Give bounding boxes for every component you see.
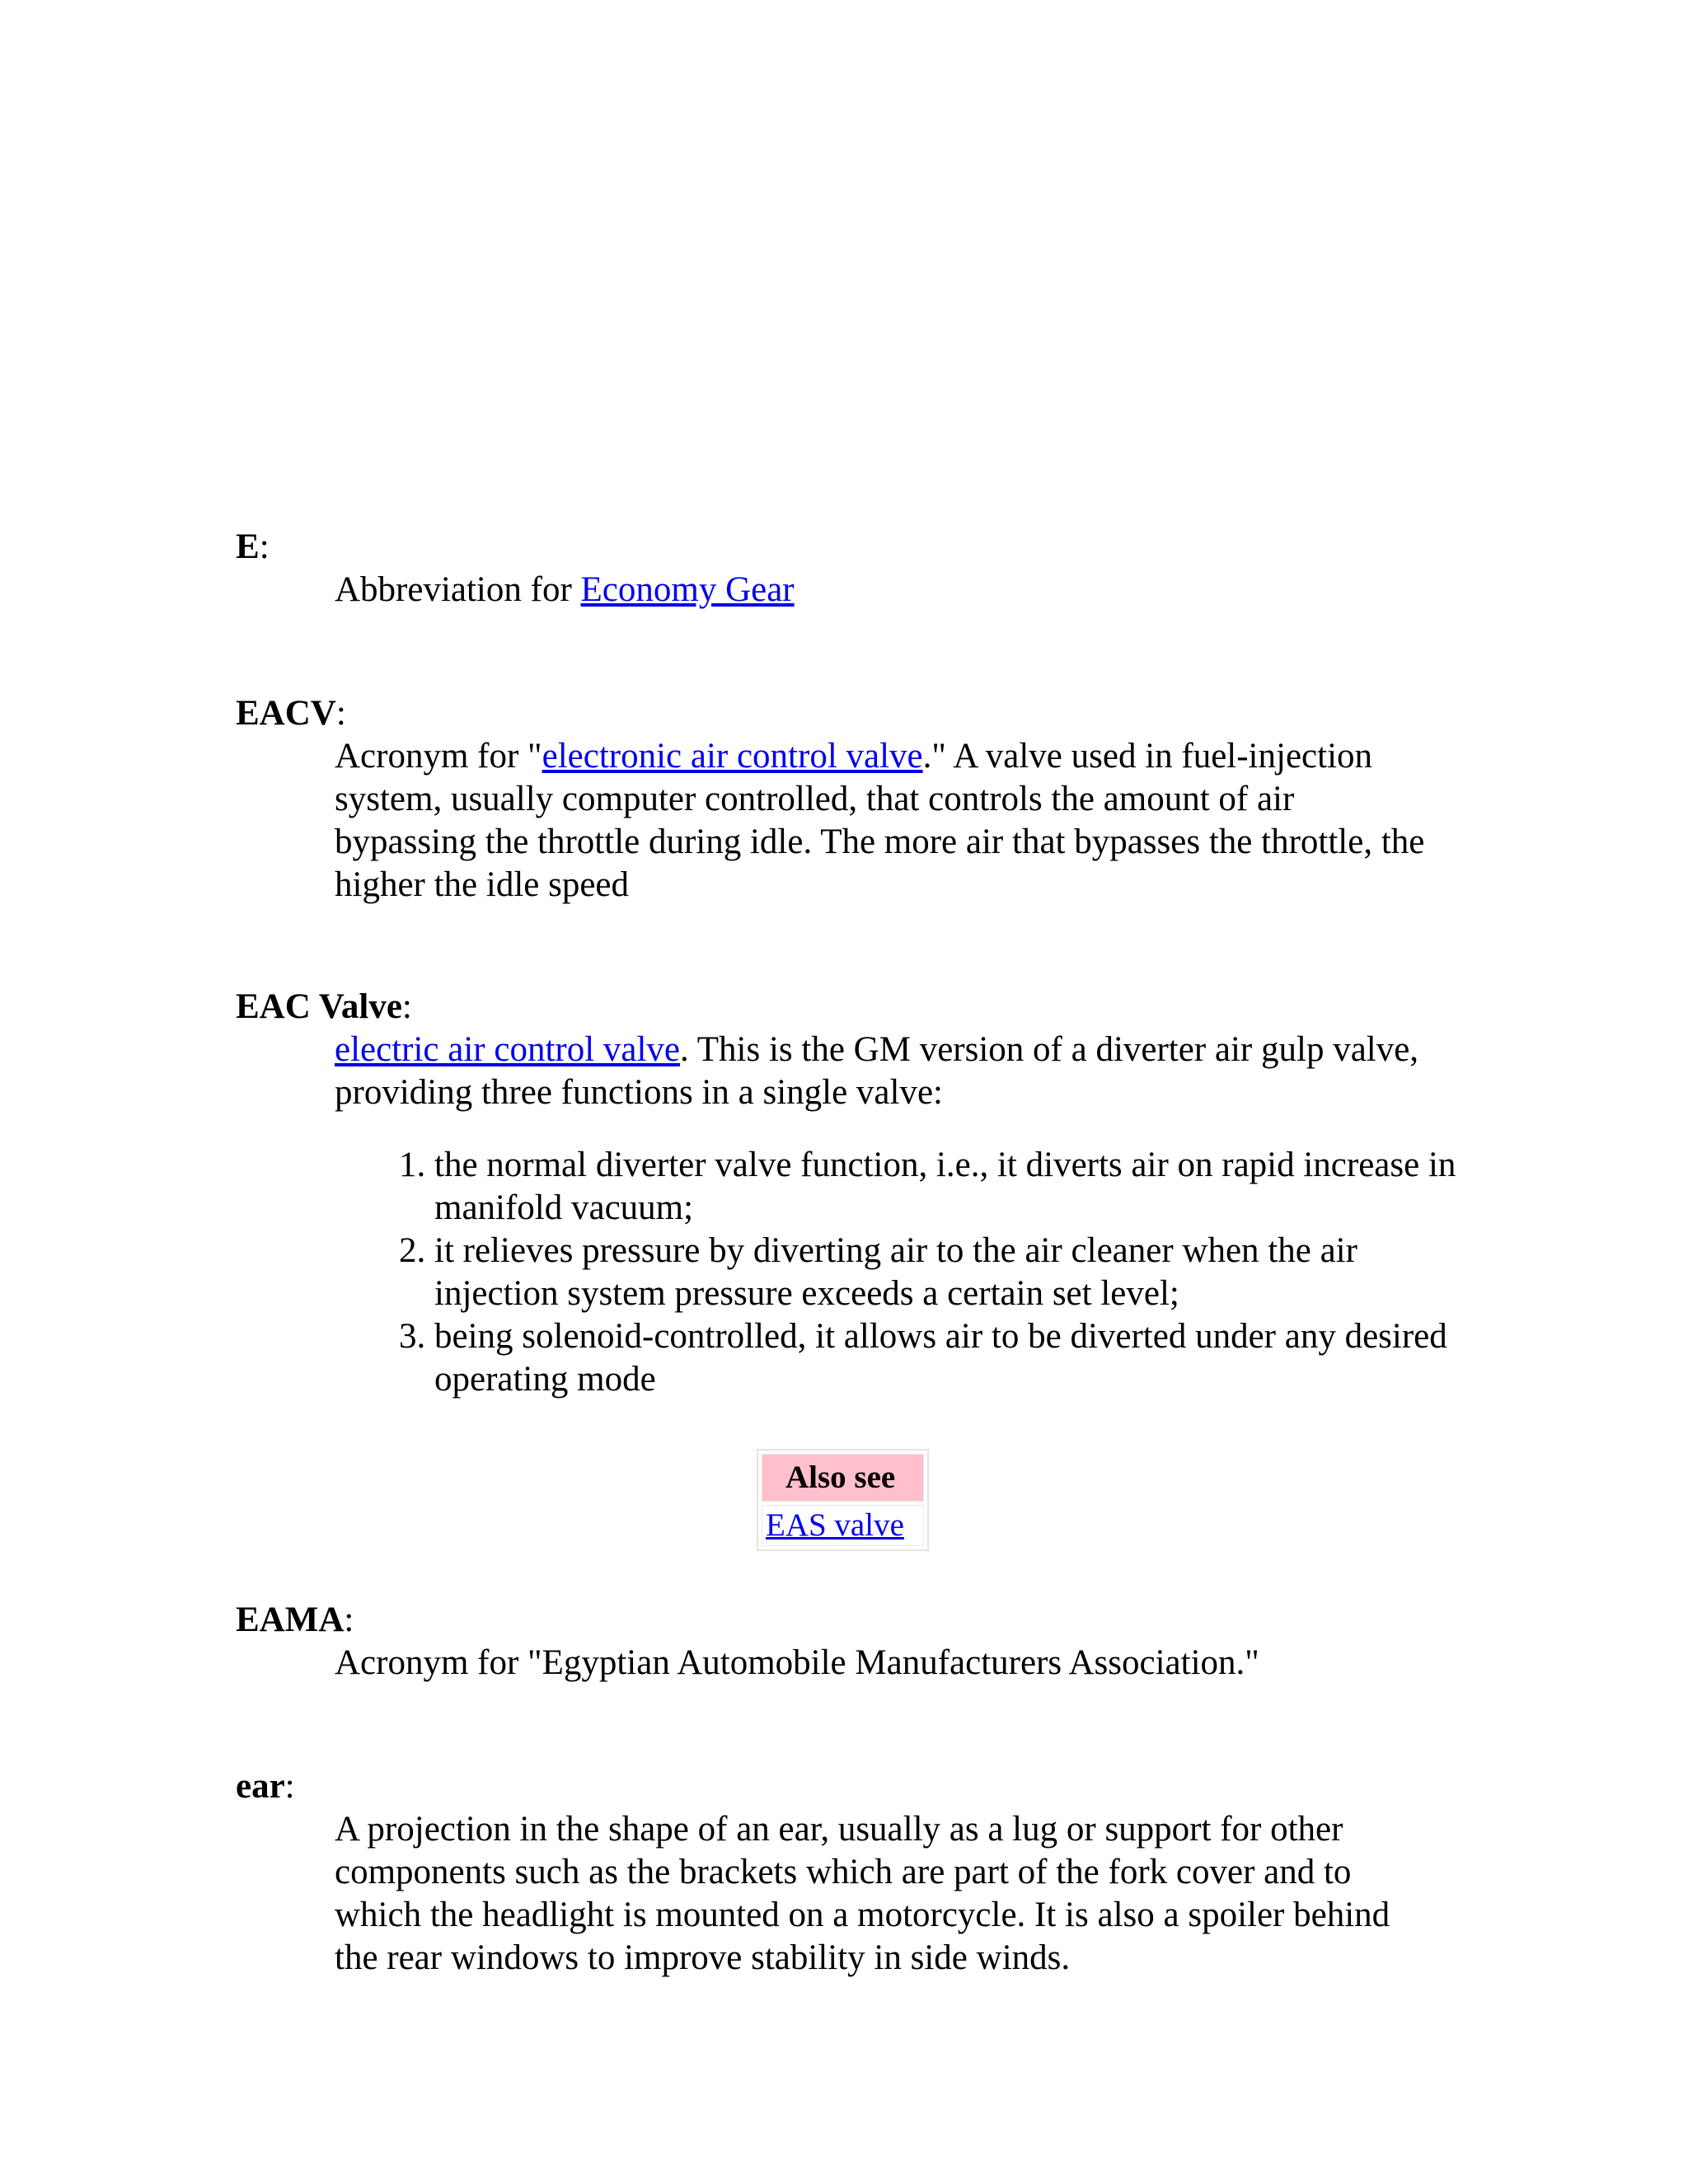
term-definition	[335, 1029, 1439, 1114]
term-colon: :	[401, 987, 412, 1026]
electronic-air-control-valve-link[interactable]: electronic air control valve	[542, 737, 923, 776]
eas-valve-link[interactable]: EAS valve	[766, 1507, 904, 1543]
entry-e	[236, 526, 1472, 612]
also-see-cell	[762, 1505, 924, 1546]
definition-text: ." A valve used in fuel-injection system, usually computer controlled, that controls the amount of air bypassing the throttle during idle. The more air that bypasses the throttle, the higher the idle speed	[335, 737, 1425, 904]
economy-gear-link[interactable]: Economy Gear	[580, 570, 795, 609]
term-colon: :	[344, 1601, 354, 1639]
term-name: ear	[236, 1767, 285, 1806]
term-colon: :	[284, 1767, 295, 1806]
functions-list	[236, 1144, 1473, 1401]
list-item: 3. being solenoid-controlled, it allows air to be diverted under any desired operating mode	[434, 1315, 1473, 1401]
definition-text: . This is the GM version of a diverter air gulp valve, providing three functions in a single valve:	[335, 1030, 1419, 1112]
list-item: 1. the normal diverter valve function, i.e., it diverts air on rapid increase in manifold vacuum;	[434, 1144, 1473, 1230]
term-definition: Acronym for "Egyptian Automobile Manufacturers Association."	[335, 1643, 1259, 1682]
also-see-header: Also see	[762, 1454, 924, 1502]
entry-eama	[236, 1599, 1472, 1685]
definition-text: Abbreviation for	[335, 570, 581, 609]
definition-text: Acronym for "	[335, 737, 542, 776]
term-heading	[236, 986, 1472, 1029]
entry-eac-valve	[236, 986, 1472, 1401]
term-definition	[335, 735, 1439, 907]
term-colon: :	[259, 527, 270, 566]
term-name: EAMA	[236, 1601, 345, 1639]
electric-air-control-valve-link[interactable]: electric air control valve	[335, 1030, 681, 1069]
term-definition	[335, 569, 1439, 612]
entry-eacv	[236, 692, 1472, 907]
term-definition: A projection in the shape of an ear, usually as a lug or support for other components such as the brackets which are part of the fork cover and to which the headlight is mounted on a motorcycle. It is also a spoiler behind the rear windows to improve stability in side winds.	[335, 1810, 1390, 1977]
term-heading	[236, 692, 1472, 735]
term-name: EAC Valve	[236, 987, 402, 1026]
term-name: EACV	[236, 694, 336, 733]
term-name: E	[236, 527, 260, 566]
term-heading	[236, 1599, 1472, 1642]
entry-ear	[236, 1765, 1472, 1980]
also-see-box	[757, 1449, 929, 1551]
term-colon: :	[335, 694, 346, 733]
table-row	[762, 1454, 924, 1502]
table-row	[762, 1505, 924, 1546]
list-item: 2. it relieves pressure by diverting air to the air cleaner when the air injection system pressure exceeds a certain set level;	[434, 1230, 1473, 1315]
term-heading	[236, 1765, 1472, 1808]
term-heading	[236, 526, 1472, 569]
